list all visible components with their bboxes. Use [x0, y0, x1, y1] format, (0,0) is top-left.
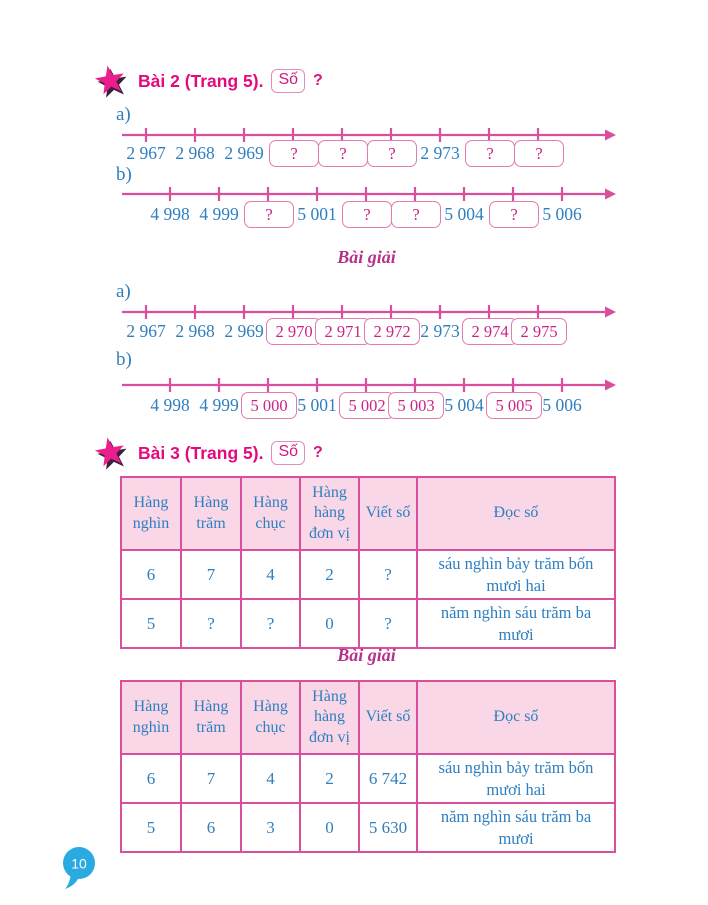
table-cell: năm nghìn sáu trăm ba mươi — [417, 599, 615, 648]
answer-box: 2 974 — [462, 318, 518, 345]
page-number-bubble — [60, 846, 98, 894]
table-header-row — [121, 477, 615, 550]
answer-box: 5 000 — [241, 392, 297, 419]
table-cell: 0 — [300, 803, 359, 852]
answer-box: 5 002 — [339, 392, 395, 419]
page-number: 10 — [71, 855, 87, 872]
number-label: 2 967 — [126, 143, 166, 163]
part-a-label: a) — [116, 281, 131, 302]
question-mark: ? — [313, 444, 323, 461]
arrowhead-icon — [605, 307, 616, 318]
table-cell: 2 — [300, 550, 359, 599]
so-box: Số — [271, 441, 305, 465]
number-line-b-problem-labels — [0, 201, 708, 228]
answer-box: 5 003 — [388, 392, 444, 419]
number-label: 2 969 — [224, 321, 264, 341]
table-cell: sáu nghìn bảy trăm bốn mươi hai — [417, 550, 615, 599]
number-label: 2 973 — [420, 143, 460, 163]
table-cell: 7 — [181, 754, 241, 803]
number-label: 2 968 — [175, 143, 215, 163]
column-header: Hàng trăm — [181, 477, 241, 550]
answer-box: 2 975 — [511, 318, 567, 345]
star-icon — [92, 435, 130, 472]
number-label: 4 998 — [150, 204, 190, 224]
arrowhead-icon — [605, 189, 616, 200]
number-label: 5 006 — [542, 204, 582, 224]
place-value-table-solution — [120, 680, 616, 853]
solution-heading: Bài giải — [337, 645, 396, 665]
number-label: 2 967 — [126, 321, 166, 341]
table-cell: 6 — [121, 754, 181, 803]
table-cell: 3 — [241, 803, 300, 852]
table-cell: năm nghìn sáu trăm ba mươi — [417, 803, 615, 852]
solution-heading: Bài giải — [337, 247, 396, 267]
number-label: 2 969 — [224, 143, 264, 163]
number-label: 4 998 — [150, 395, 190, 415]
part-b-label: b) — [116, 349, 132, 370]
number-label: 5 004 — [444, 204, 484, 224]
column-header: Hàng hàng đơn vị — [300, 681, 359, 754]
table-cell: 4 — [241, 754, 300, 803]
answer-box: 5 005 — [486, 392, 542, 419]
number-line-b-solution-labels — [0, 392, 708, 419]
missing-number-box: ? — [465, 140, 515, 167]
arrowhead-icon — [605, 380, 616, 391]
answer-box: 2 971 — [315, 318, 371, 345]
number-label: 5 006 — [542, 395, 582, 415]
number-label: 4 999 — [199, 204, 239, 224]
column-header: Đọc số — [417, 681, 615, 754]
missing-number-box: ? — [318, 140, 368, 167]
number-label: 5 001 — [297, 395, 337, 415]
number-label: 5 001 — [297, 204, 337, 224]
number-label: 4 999 — [199, 395, 239, 415]
column-header: Hàng trăm — [181, 681, 241, 754]
table-cell: 5 — [121, 599, 181, 648]
table-cell: ? — [359, 550, 417, 599]
table-cell: 6 — [181, 803, 241, 852]
number-line-a-problem-labels — [0, 140, 708, 167]
answer-box: 2 970 — [266, 318, 322, 345]
missing-number-box: ? — [367, 140, 417, 167]
answer-box: 2 972 — [364, 318, 420, 345]
number-label: 5 004 — [444, 395, 484, 415]
column-header: Viết số — [359, 681, 417, 754]
part-b-label: b) — [116, 164, 132, 185]
table-cell: 4 — [241, 550, 300, 599]
column-header: Hàng chục — [241, 477, 300, 550]
column-header: Hàng nghìn — [121, 477, 181, 550]
so-box: Số — [271, 69, 305, 93]
exercise2-title: Bài 2 (Trang 5). — [138, 70, 264, 91]
table-header-row — [121, 681, 615, 754]
column-header: Hàng nghìn — [121, 681, 181, 754]
table-cell: 2 — [300, 754, 359, 803]
table-cell: ? — [181, 599, 241, 648]
number-label: 2 968 — [175, 321, 215, 341]
star-icon — [92, 63, 130, 100]
table-cell: sáu nghìn bảy trăm bốn mươi hai — [417, 754, 615, 803]
column-header: Viết số — [359, 477, 417, 550]
exercise3-header — [92, 434, 323, 472]
table-cell: 6 — [121, 550, 181, 599]
missing-number-box: ? — [342, 201, 392, 228]
missing-number-box: ? — [514, 140, 564, 167]
table-cell: 5 — [121, 803, 181, 852]
table-cell: 0 — [300, 599, 359, 648]
table-row — [121, 599, 615, 648]
exercise3-title: Bài 3 (Trang 5). — [138, 442, 264, 463]
column-header: Đọc số — [417, 477, 615, 550]
column-header: Hàng chục — [241, 681, 300, 754]
part-a-label: a) — [116, 104, 131, 125]
table-row — [121, 754, 615, 803]
number-line-a-solution-labels — [0, 318, 708, 345]
table-cell: 7 — [181, 550, 241, 599]
question-mark: ? — [313, 72, 323, 89]
place-value-table-problem — [120, 476, 616, 649]
table-row — [121, 550, 615, 599]
missing-number-box: ? — [244, 201, 294, 228]
missing-number-box: ? — [489, 201, 539, 228]
missing-number-box: ? — [391, 201, 441, 228]
number-label: 2 973 — [420, 321, 460, 341]
table-cell: 6 742 — [359, 754, 417, 803]
table-cell: ? — [359, 599, 417, 648]
table-row — [121, 803, 615, 852]
column-header: Hàng hàng đơn vị — [300, 477, 359, 550]
table-cell: ? — [241, 599, 300, 648]
arrowhead-icon — [605, 130, 616, 141]
table-cell: 5 630 — [359, 803, 417, 852]
exercise2-header — [92, 62, 323, 100]
missing-number-box: ? — [269, 140, 319, 167]
